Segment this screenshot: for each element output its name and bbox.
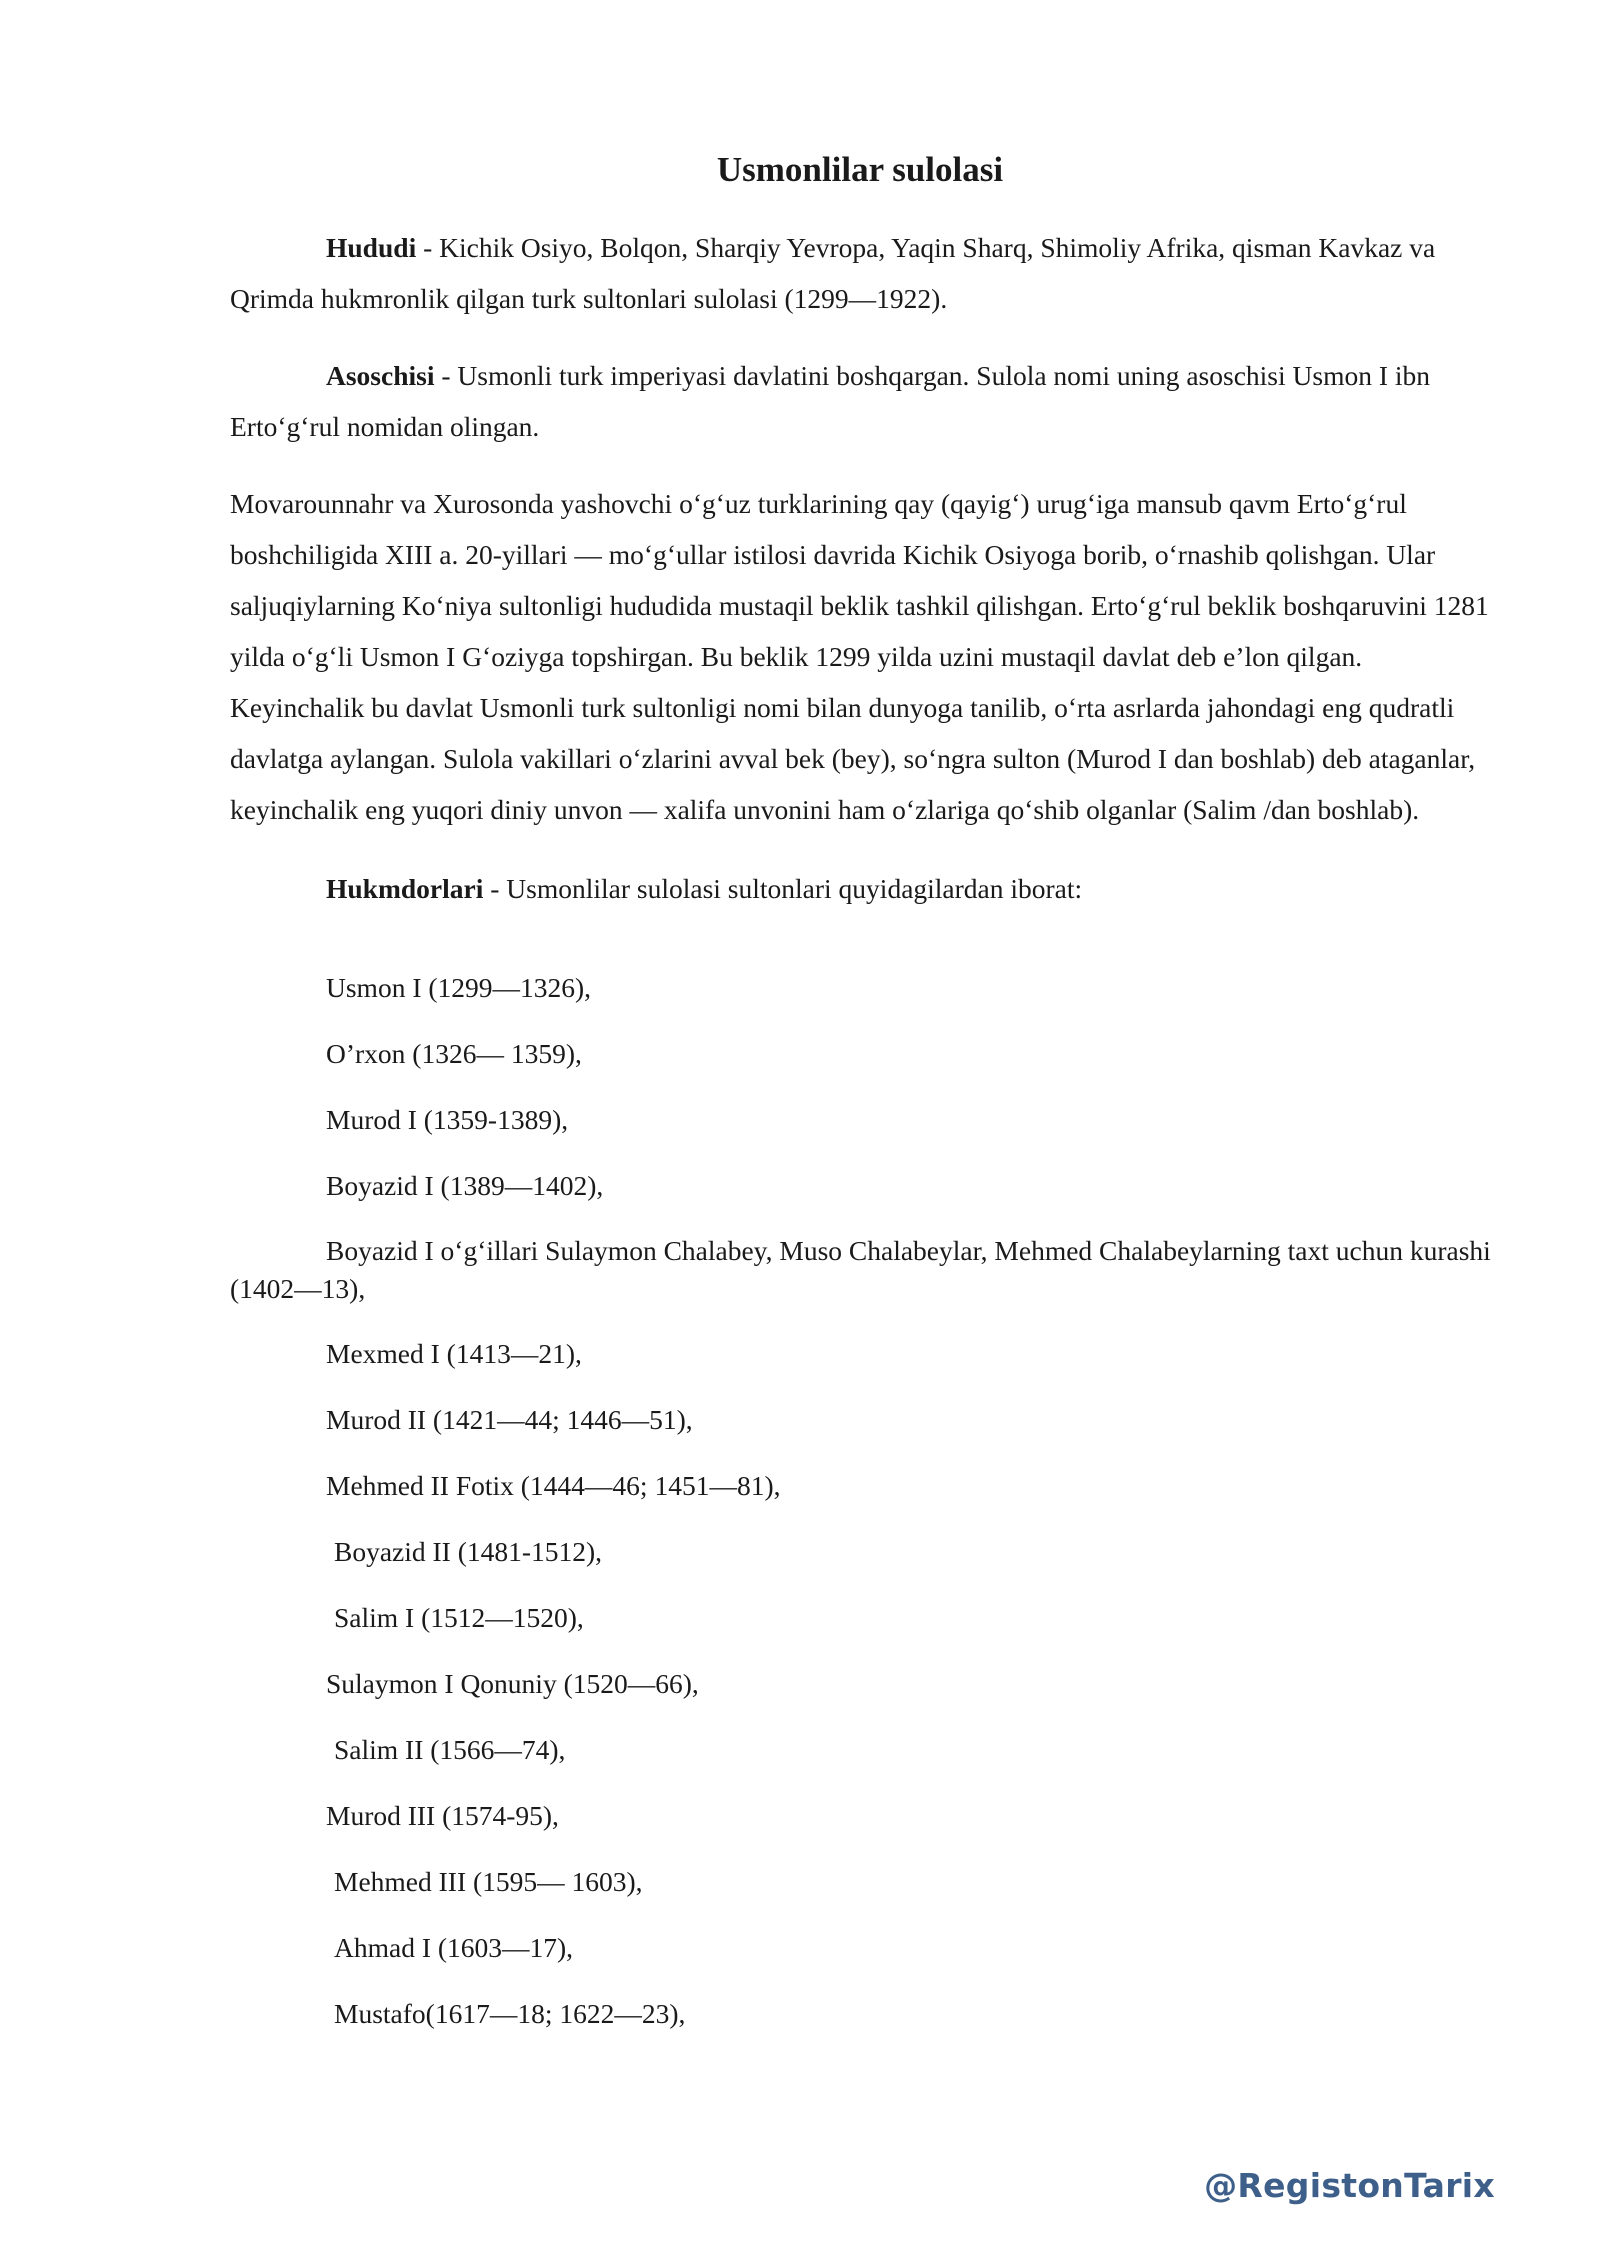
list-item: Mustafo(1617—18; 1622—23), bbox=[334, 1998, 686, 2029]
list-item: Salim I (1512—1520), bbox=[334, 1602, 584, 1633]
list-item: Boyazid I (1389—1402), bbox=[326, 1170, 604, 1201]
rulers-list bbox=[230, 968, 1500, 2060]
paragraph-text: - Kichik Osiyo, Bolqon, Sharqiy Yevropa, Yaqin Sharq, Shimoliy Afrika, qisman Kavkaz va Qrimda hukmronlik qilgan turk sultonlari sulolasi (1299—1922). bbox=[230, 232, 1436, 314]
paragraph-label: Asoschisi bbox=[326, 360, 435, 391]
list-item: Usmon I (1299—1326), bbox=[326, 972, 592, 1003]
paragraph-label: Hukmdorlari bbox=[326, 873, 484, 904]
paragraph-text: - Usmonlilar sulolasi sultonlari quyidagilardan iborat: bbox=[483, 873, 1083, 904]
list-item: Boyazid I o‘g‘illari Sulaymon Chalabey, Muso Chalabeylar, Mehmed Chalabeylarning taxt uchun kurashi (1402—13), bbox=[230, 1235, 1491, 1304]
document-body bbox=[230, 222, 1490, 914]
list-item: Ahmad I (1603—17), bbox=[334, 1932, 574, 1963]
list-item: Murod I (1359-1389), bbox=[326, 1104, 569, 1135]
list-item: Mehmed II Fotix (1444—46; 1451—81), bbox=[326, 1470, 781, 1501]
list-item: Murod II (1421—44; 1446—51), bbox=[326, 1404, 693, 1435]
paragraph-text: - Usmonli turk imperiyasi davlatini boshqargan. Sulola nomi uning asoschisi Usmon I ibn Erto‘g‘rul nomidan olingan. bbox=[230, 360, 1431, 442]
paragraph-hududi bbox=[230, 222, 1490, 324]
paragraph-history bbox=[230, 478, 1490, 835]
page-title: Usmonlilar sulolasi bbox=[716, 150, 1004, 189]
paragraph-text: Movarounnahr va Xurosonda yashovchi o‘g‘uz turklarining qay (qayig‘) urug‘iga mansub qavm Erto‘g‘rul boshchiligida XIII a. 20-yillari — mo‘g‘ullar istilosi davrida Kichik Osiyoga borib, o‘rnashib qolishgan. Ular saljuqiylarning Ko‘niya sultonligi hududida mustaqil beklik tashkil qilishgan. Erto‘g‘rul beklik boshqaruvini 1281 yilda o‘g‘li Usmon I G‘oziyga topshirgan. Bu beklik 1299 yilda uzini mustaqil davlat deb e’lon qilgan. Keyinchalik bu davlat Usmonli turk sultonligi nomi bilan dunyoga tanilib, o‘rta asrlarda jahondagi eng qudratli davlatga aylangan. Sulola vakillari o‘zlarini avval bek (bey), so‘ngra sulton (Murod I dan boshlab) deb ataganlar, keyinchalik eng yuqori diniy unvon — xalifa unvonini ham o‘zlariga qo‘shib olganlar (Salim /dan boshlab). bbox=[230, 488, 1489, 825]
list-item: Mexmed I (1413—21), bbox=[326, 1338, 582, 1369]
list-item: Salim II (1566—74), bbox=[334, 1734, 566, 1765]
watermark-handle: @RegistonTarix bbox=[1204, 2166, 1495, 2205]
list-item: Murod III (1574-95), bbox=[326, 1800, 559, 1831]
paragraph-label: Hududi bbox=[326, 232, 417, 263]
list-item: O’rxon (1326— 1359), bbox=[326, 1038, 582, 1069]
list-item: Boyazid II (1481-1512), bbox=[334, 1536, 603, 1567]
paragraph-hukmdorlari bbox=[230, 863, 1490, 914]
paragraph-asoschisi bbox=[230, 350, 1490, 452]
list-item: Mehmed III (1595— 1603), bbox=[334, 1866, 643, 1897]
list-item: Sulaymon I Qonuniy (1520—66), bbox=[326, 1668, 699, 1699]
